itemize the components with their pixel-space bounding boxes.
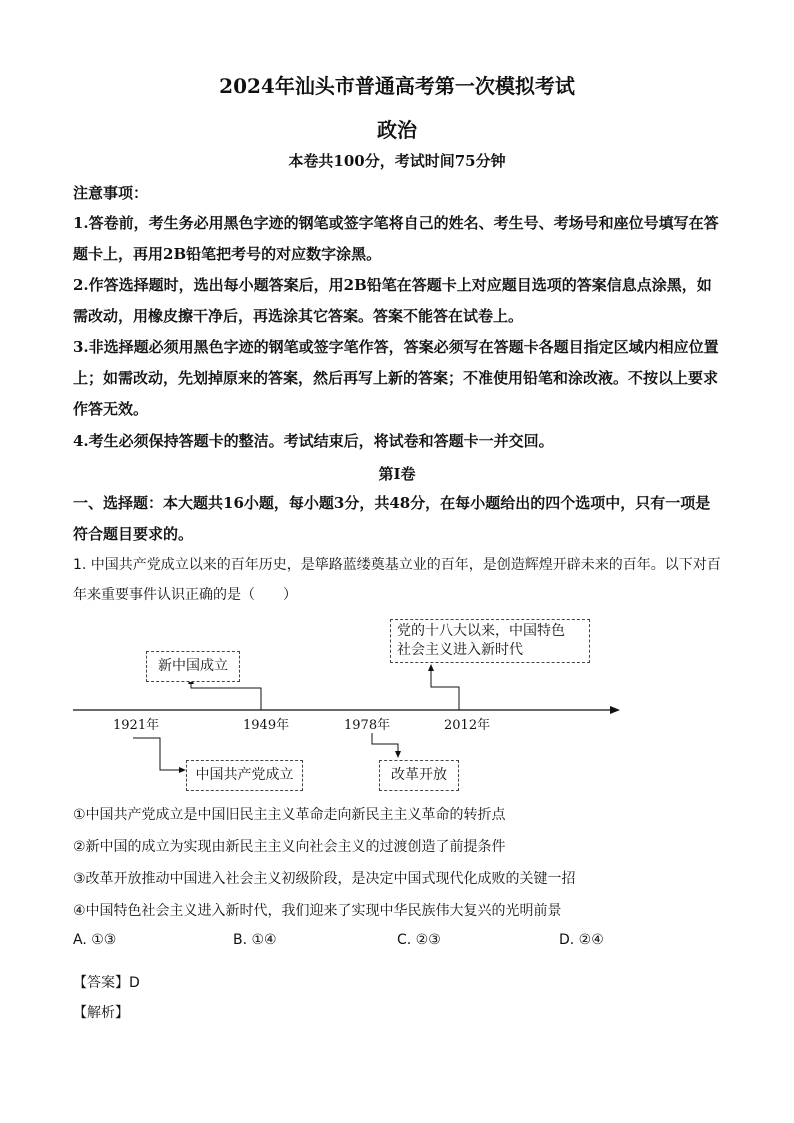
statement-1: ①中国共产党成立是中国旧民主主义革命走向新民主主义革命的转折点: [73, 807, 506, 823]
year-2012: 2012年: [444, 718, 491, 733]
option-b: B. ①④: [233, 932, 277, 948]
note-item-3: 3.非选择题必须用黑色字迹的钢笔或签字笔作答，答案必须写在答题卡各题目指定区域内相应位置上；如需改动，先划掉原来的答案，然后再写上新的答案；不准使用铅笔和涂改液。不按以上要求作答无效。: [73, 338, 719, 418]
event-2012-line2: 社会主义进入新时代: [397, 642, 523, 658]
statement-4: ④中国特色社会主义进入新时代，我们迎来了实现中华民族伟大复兴的光明前景: [73, 903, 562, 919]
year-1949: 1949年: [243, 718, 290, 733]
event-box-1949: [146, 651, 240, 682]
volume-label: 第Ⅰ卷: [378, 465, 416, 483]
exam-title: 2024年汕头市普通高考第一次模拟考试: [219, 74, 575, 98]
option-c: C. ②③: [397, 932, 441, 948]
analysis-label: 【解析】: [73, 1005, 129, 1021]
event-1949-text: 新中国成立: [158, 658, 228, 674]
answer-label: 【答案】: [73, 975, 129, 991]
answer-value: D: [129, 975, 140, 991]
event-2012-line1: 党的十八大以来，中国特色: [397, 623, 565, 639]
option-d: D. ②④: [559, 932, 604, 948]
year-1921: 1921年: [113, 718, 160, 733]
event-1978-text: 改革开放: [391, 767, 447, 783]
statement-3: ③改革开放推动中国进入社会主义初级阶段，是决定中国式现代化成败的关键一招: [73, 871, 576, 887]
note-item-2: 2.作答选择题时，选出每小题答案后，用2B铅笔在答题卡上对应题目选项的答案信息点涂黑，如需改动，用橡皮擦干净后，再选涂其它答案。答案不能答在试卷上。: [73, 276, 712, 325]
event-box-1978: [379, 760, 459, 791]
question-1-stem: 1. 中国共产党成立以来的百年历史，是筚路蓝缕奠基立业的百年，是创造辉煌开辟未来的百年。以下对百年来重要事件认识正确的是（ ）: [73, 557, 721, 603]
option-a: A. ①③: [73, 932, 117, 948]
statement-2: ②新中国的成立为实现由新民主主义向社会主义的过渡创造了前提条件: [73, 839, 506, 855]
answer-line: [73, 972, 140, 992]
section-heading: 一、选择题：本大题共16小题，每小题3分，共48分，在每小题给出的四个选项中，只有一项是符合题目要求的。: [73, 494, 711, 543]
note-item-1: 1.答卷前，考生务必用黑色字迹的钢笔或签字笔将自己的姓名、考生号、考场号和座位号填写在答题卡上，再用2B铅笔把考号的对应数字涂黑。: [73, 214, 719, 263]
exam-info: 本卷共100分，考试时间75分钟: [288, 152, 506, 170]
subject-title: 政治: [377, 118, 417, 142]
notes-heading: 注意事项：: [73, 184, 149, 202]
year-1978: 1978年: [344, 718, 391, 733]
event-1921-text: 中国共产党成立: [195, 767, 294, 783]
note-item-4: 4.考生必须保持答题卡的整洁。考试结束后，将试卷和答题卡一并交回。: [73, 432, 554, 450]
event-box-1921: [186, 760, 303, 791]
event-box-2012: [390, 619, 590, 663]
